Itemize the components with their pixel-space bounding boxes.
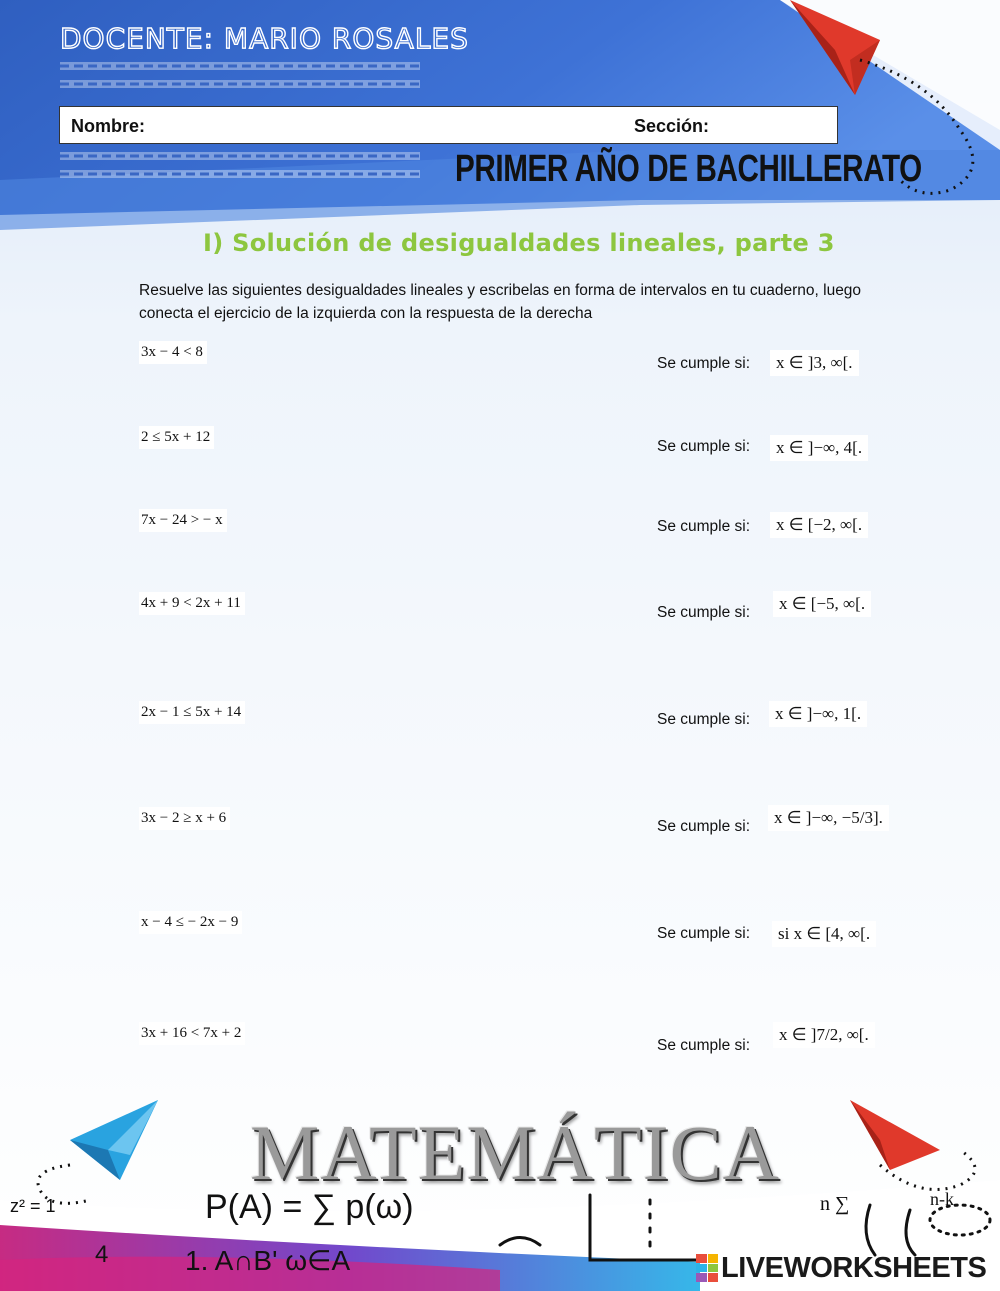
- logo-blocks-icon: [696, 1254, 718, 1282]
- exercise-equation[interactable]: 3x + 16 < 7x + 2: [139, 1022, 245, 1045]
- answer-label: Se cumple si:: [657, 604, 751, 621]
- instructions: Resuelve las siguientes desigualdades lineales y escribelas en forma de intervalos en tu cuaderno, luego conecta el ejercicio de la izquierda con la respuesta de la derecha: [139, 282, 862, 322]
- exercise-equation[interactable]: 3x − 2 ≥ x + 6: [139, 807, 230, 830]
- liveworksheets-logo[interactable]: [696, 1252, 986, 1284]
- answer-label: Se cumple si:: [657, 925, 751, 942]
- section-title: I) Solución de desigualdades lineales, parte 3: [203, 229, 835, 257]
- student-info-box: [59, 106, 838, 144]
- exercise-equation[interactable]: 7x − 24 > − x: [139, 509, 227, 532]
- subject-title: MATEMÁTICA: [250, 1109, 780, 1196]
- answer-interval[interactable]: x ∈ ]−∞, 4[.: [770, 435, 868, 461]
- teacher-name: DOCENTE: MARIO ROSALES: [60, 22, 469, 55]
- answer-interval[interactable]: x ∈ [−2, ∞[.: [770, 512, 868, 538]
- section-label: Sección:: [634, 116, 710, 136]
- answer-label: Se cumple si:: [657, 1037, 751, 1054]
- handwriting-formula: P(A) = ∑ p(ω): [205, 1188, 414, 1226]
- answer-label: Se cumple si:: [657, 355, 751, 372]
- answer-interval[interactable]: x ∈ [−5, ∞[.: [773, 591, 871, 617]
- svg-text:n ∑: n ∑: [820, 1193, 850, 1215]
- exercise-equation[interactable]: x − 4 ≤ − 2x − 9: [139, 911, 242, 934]
- svg-text:z² = 1: z² = 1: [10, 1196, 56, 1216]
- answer-label: Se cumple si:: [657, 818, 751, 835]
- exercise-equation[interactable]: 2 ≤ 5x + 12: [139, 426, 214, 449]
- exercise-equation[interactable]: 4x + 9 < 2x + 11: [139, 592, 245, 615]
- brand-name: LIVEWORKSHEETS: [721, 1251, 987, 1284]
- answer-interval[interactable]: x ∈ ]−∞, −5/3].: [768, 805, 889, 831]
- answer-label: Se cumple si:: [657, 518, 751, 535]
- answer-interval[interactable]: x ∈ ]3, ∞[.: [770, 350, 859, 376]
- svg-text:4: 4: [95, 1241, 109, 1268]
- grade-title: PRIMER AÑO DE BACHILLERATO: [455, 148, 922, 190]
- answer-interval[interactable]: x ∈ ]−∞, 1[.: [769, 701, 867, 727]
- answer-interval[interactable]: x ∈ ]7/2, ∞[.: [773, 1022, 875, 1048]
- exercise-equation[interactable]: 2x − 1 ≤ 5x + 14: [139, 701, 245, 724]
- exercise-equation[interactable]: 3x − 4 < 8: [139, 341, 207, 364]
- name-label: Nombre:: [71, 116, 146, 136]
- answer-label: Se cumple si:: [657, 438, 751, 455]
- answer-label: Se cumple si:: [657, 711, 751, 728]
- svg-text:n-k: n-k: [930, 1189, 954, 1209]
- answer-interval[interactable]: si x ∈ [4, ∞[.: [772, 921, 876, 947]
- handwriting-sets: 1. A∩B' ω∈A: [185, 1245, 351, 1276]
